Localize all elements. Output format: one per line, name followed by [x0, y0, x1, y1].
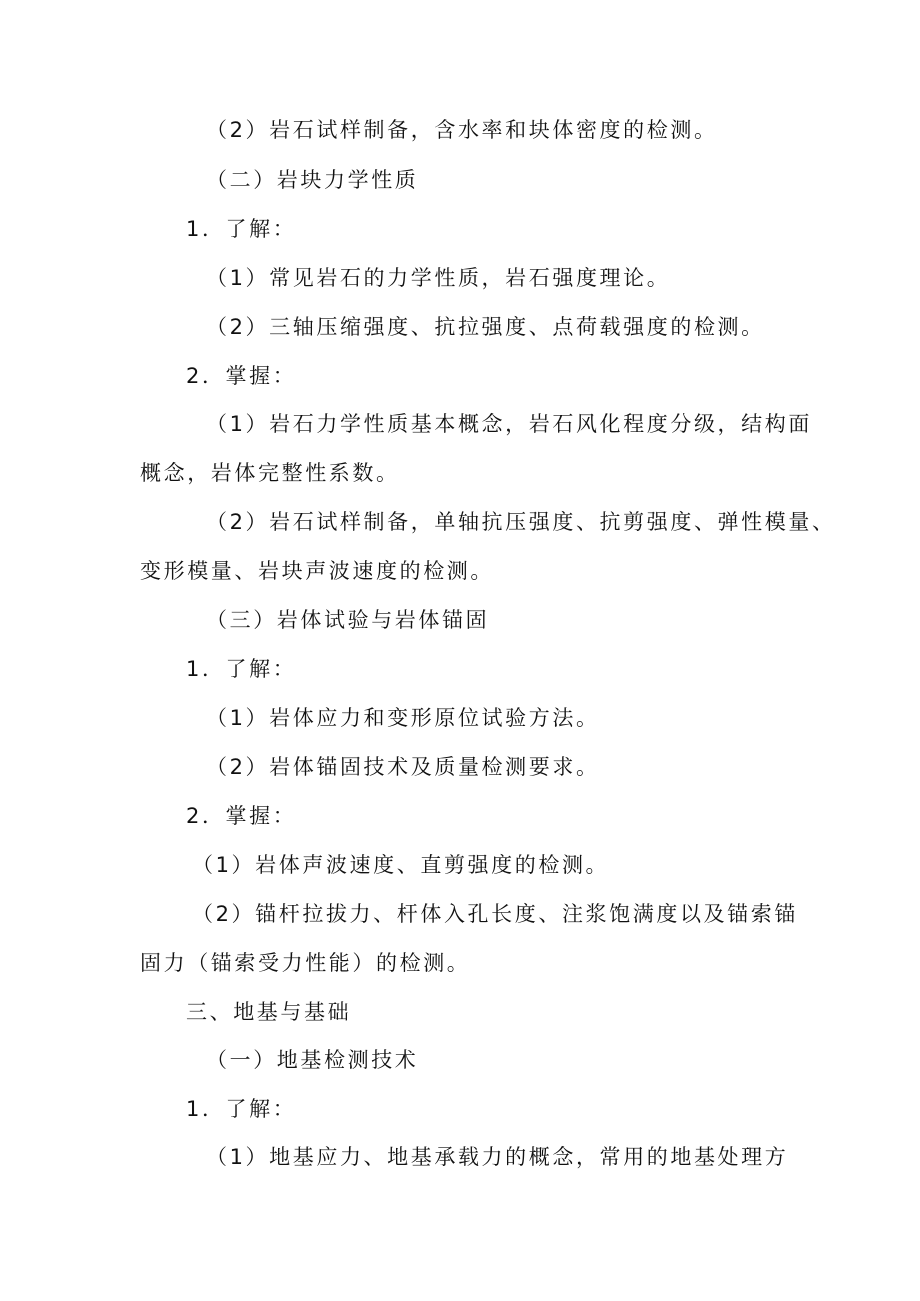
text-line: （2）岩石试样制备，含水率和块体密度的检测。	[206, 118, 718, 142]
text-line: （1）岩石力学性质基本概念，岩石风化程度分级，结构面	[206, 412, 812, 436]
text-line: （2）岩体锚固技术及质量检测要求。	[206, 755, 600, 779]
text-line: （2）三轴压缩强度、抗拉强度、点荷载强度的检测。	[206, 315, 765, 339]
text-line: （1）岩体应力和变形原位试验方法。	[206, 706, 600, 730]
chapter-heading: 三、地基与基础	[186, 1000, 352, 1024]
text-line: 概念，岩体完整性系数。	[140, 461, 400, 485]
subheading: 2．掌握：	[186, 804, 297, 828]
text-line: （1）岩体声波速度、直剪强度的检测。	[192, 853, 610, 877]
text-line: （2）岩石试样制备，单轴抗压强度、抗剪强度、弹性模量、	[206, 510, 836, 534]
section-heading: （二）岩块力学性质	[206, 168, 419, 192]
subheading: 1．了解：	[186, 217, 297, 241]
text-line: （1）常见岩石的力学性质，岩石强度理论。	[206, 266, 671, 290]
subheading: 1．了解：	[186, 657, 297, 681]
text-line: （1）地基应力、地基承载力的概念，常用的地基处理方	[206, 1145, 789, 1169]
section-heading: （三）岩体试验与岩体锚固	[206, 608, 490, 632]
section-heading: （一）地基检测技术	[206, 1048, 419, 1072]
subheading: 1．了解：	[186, 1097, 297, 1121]
subheading: 2．掌握：	[186, 364, 297, 388]
text-line: 变形模量、岩块声波速度的检测。	[140, 559, 494, 583]
text-line: （2）锚杆拉拔力、杆体入孔长度、注浆饱满度以及锚索锚	[192, 902, 798, 926]
text-line: 固力（锚索受力性能）的检测。	[140, 951, 471, 975]
